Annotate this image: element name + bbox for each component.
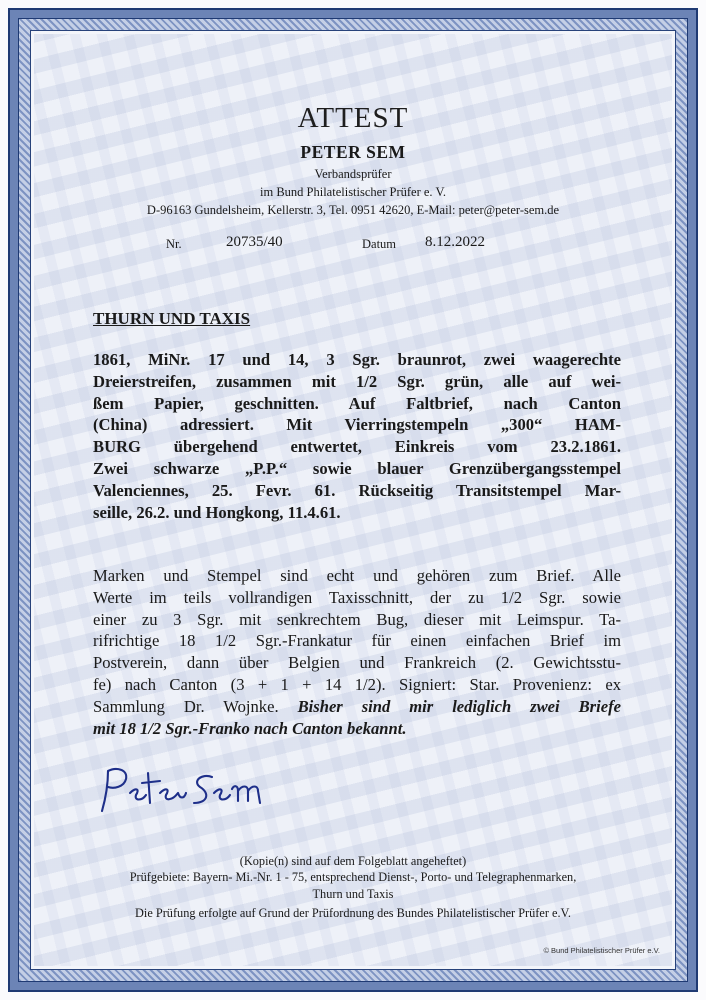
description-line: Dreierstreifen, zusammen mit 1/2 Sgr. grün, alle auf wei- xyxy=(93,371,621,391)
opinion-line: fe) nach Canton (3 + 1 + 14 1/2). Signiert: Star. Provenienz: ex xyxy=(93,674,621,694)
certificate-number: 20735/40 xyxy=(226,234,283,250)
examination-basis: Die Prüfung erfolgte auf Grund der Prüfordnung des Bundes Philatelistischer Prüfer e.V. xyxy=(135,906,571,920)
certificate-title: ATTEST xyxy=(297,102,409,134)
copyright-note: © Bund Philatelistischer Prüfer e.V. xyxy=(543,946,660,955)
opinion-line-mixed xyxy=(93,696,621,718)
description-line: 1861, MiNr. 17 und 14, 3 Sgr. braunrot, zwei waagerechte xyxy=(93,350,621,369)
opinion-line: Marken und Stempel sind echt und gehören zum Brief. Alle xyxy=(93,566,621,585)
description-line: Valenciennes, 25. Fevr. 61. Rückseitig Transitstempel Mar- xyxy=(93,480,621,500)
description-line: BURG übergehend entwertet, Einkreis vom 23.2.1861. xyxy=(93,437,621,457)
examiner-role: Verbandsprüfer xyxy=(314,167,392,181)
handwritten-signature xyxy=(94,759,274,819)
examiner-name: PETER SEM xyxy=(300,142,406,162)
description-line: seille, 26.2. und Hongkong, 11.4.61. xyxy=(93,502,341,522)
opinion-line: Werte im teils vollrandigen Taxisschnitt, der zu 1/2 Sgr. sowie xyxy=(93,587,621,607)
description-line: Zwei schwarze „P.P.“ sowie blauer Grenzübergangsstempel xyxy=(93,458,621,478)
opinion-line: Sammlung Dr. Wojnke. xyxy=(93,696,279,716)
certificate-date: 8.12.2022 xyxy=(425,234,485,250)
opinion-emphasis: Bisher sind mir lediglich zwei Briefe xyxy=(297,696,621,716)
opinion-line: einer zu 3 Sgr. mit senkrechtem Bug, dieser mit Leimspur. Ta- xyxy=(93,609,621,629)
date-label: Datum xyxy=(362,237,397,251)
expert-opinion xyxy=(93,565,621,739)
description-line: (China) adressiert. Mit Vierringstempeln „300“ HAM- xyxy=(93,415,621,435)
association: im Bund Philatelistischer Prüfer e. V. xyxy=(260,185,446,199)
contact-address: D-96163 Gundelsheim, Kellerstr. 3, Tel. 0951 42620, E-Mail: peter@peter-sem.de xyxy=(146,203,560,217)
opinion-emphasis: mit 18 1/2 Sgr.-Franko nach Canton bekannt. xyxy=(93,718,407,738)
examination-scope: Prüfgebiete: Bayern- Mi.-Nr. 1 - 75, entsprechend Dienst-, Porto- und Telegraphenmarken, xyxy=(129,870,577,884)
opinion-line: rifrichtige 18 1/2 Sgr.-Frankatur für einen einfachen Brief im xyxy=(93,631,621,651)
certificate-paper xyxy=(34,34,672,966)
examination-scope-2: Thurn und Taxis xyxy=(312,887,394,901)
collecting-area-heading: THURN UND TAXIS xyxy=(93,309,251,328)
number-label: Nr. xyxy=(166,237,182,251)
copies-note: (Kopie(n) sind auf dem Folgeblatt angeheftet) xyxy=(239,854,467,868)
item-description xyxy=(93,349,621,523)
opinion-line: Postverein, dann über Belgien und Frankreich (2. Gewichtsstu- xyxy=(93,653,621,673)
description-line: ßem Papier, geschnitten. Auf Faltbrief, nach Canton xyxy=(93,393,621,413)
